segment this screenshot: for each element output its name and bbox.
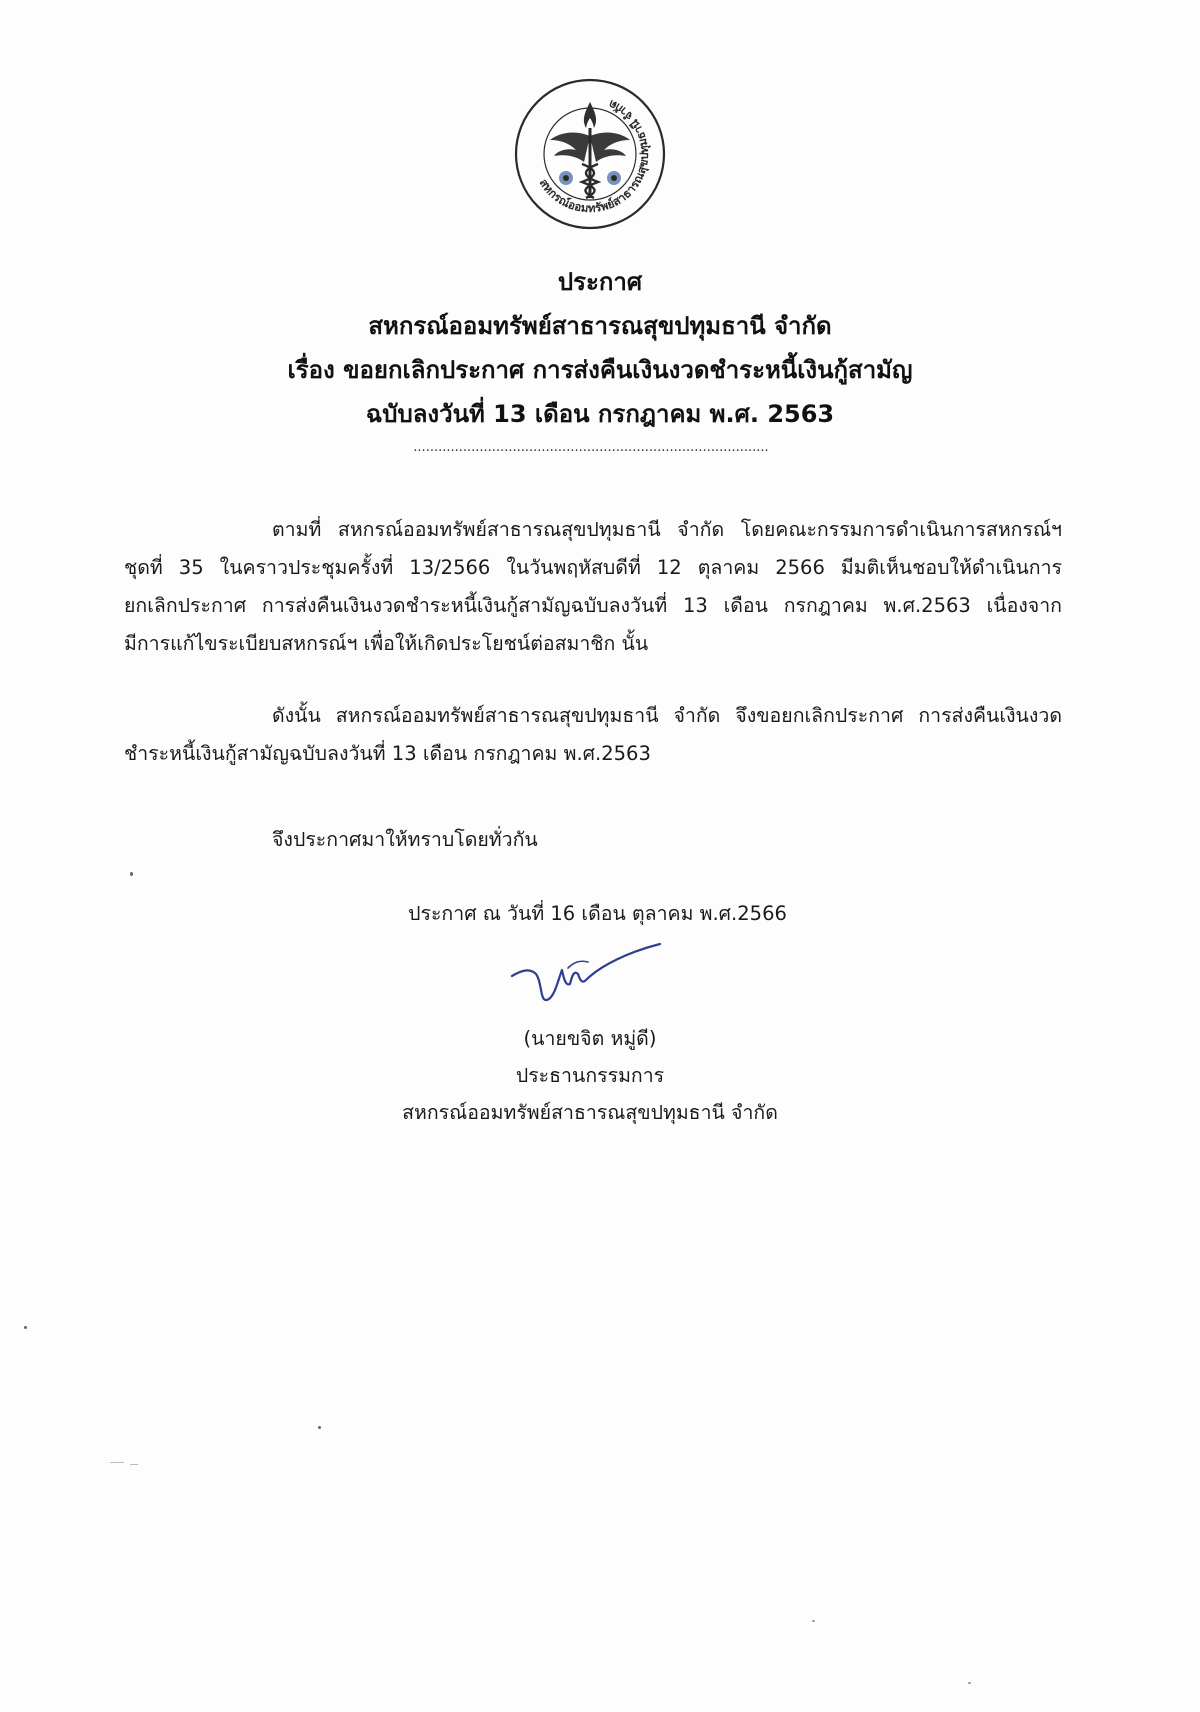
paragraph-1-line-4: มีการแก้ไขระเบียบสหกรณ์ฯ เพื่อให้เกิดประโยชน์ต่อสมาชิก นั้น <box>124 632 649 655</box>
scan-speck <box>130 872 133 876</box>
scan-speck <box>812 1620 815 1622</box>
paragraph-1-line-1: ตามที่ สหกรณ์ออมทรัพย์สาธารณสุขปทุมธานี จำกัด โดยคณะกรรมการดำเนินการสหกรณ์ฯ <box>272 518 1062 541</box>
paragraph-1-line-2: ชุดที่ 35 ในคราวประชุมครั้งที่ 13/2566 ในวันพฤหัสบดีที่ 12 ตุลาคม 2566 มีมติเห็นชอบให้ดำเนินการ <box>124 556 1062 579</box>
signer-organization: สหกรณ์ออมทรัพย์สาธารณสุขปทุมธานี จำกัด <box>402 1101 778 1124</box>
announcement-title: ประกาศ <box>557 268 643 296</box>
reference-date-line: ฉบับลงวันที่ 13 เดือน กรกฎาคม พ.ศ. 2563 <box>365 400 835 428</box>
separator-dotted-line: ...................................................................................... <box>413 440 769 455</box>
paragraph-2-line-2: ชำระหนี้เงินกู้สามัญฉบับลงวันที่ 13 เดือน กรกฎาคม พ.ศ.2563 <box>124 742 651 765</box>
signature-ink <box>508 940 678 1010</box>
paragraph-1-line-3: ยกเลิกประกาศ การส่งคืนเงินงวดชำระหนี้เงินกู้สามัญฉบับลงวันที่ 13 เดือน กรกฎาคม พ.ศ.2563 เนื่องจาก <box>124 594 1062 617</box>
cooperative-seal-logo <box>510 74 670 234</box>
handwritten-signature <box>508 940 678 1010</box>
signer-name: (นายขจิต หมู่ดี) <box>523 1027 657 1050</box>
seal-emblem-graphic <box>510 74 670 234</box>
scan-speck <box>24 1326 27 1329</box>
announcement-date: ประกาศ ณ วันที่ 16 เดือน ตุลาคม พ.ศ.2566 <box>408 902 787 925</box>
scan-speck <box>968 1682 971 1684</box>
signer-position: ประธานกรรมการ <box>515 1064 665 1087</box>
paragraph-2-line-1: ดังนั้น สหกรณ์ออมทรัพย์สาธารณสุขปทุมธานี จำกัด จึงขอยกเลิกประกาศ การส่งคืนเงินงวด <box>272 704 1062 727</box>
scan-speck <box>130 1464 138 1465</box>
scan-speck <box>318 1426 321 1429</box>
scan-speck <box>110 1462 124 1463</box>
subject-line: เรื่อง ขอยกเลิกประกาศ การส่งคืนเงินงวดชำระหนี้เงินกู้สามัญ <box>287 356 913 384</box>
svg-text:สหกรณ์ออมทรัพย์สาธารณสุขปทุมธา: สหกรณ์ออมทรัพย์สาธารณสุขปทุมธานี จำกัด <box>536 97 652 216</box>
closing-statement: จึงประกาศมาให้ทราบโดยทั่วกัน <box>272 828 538 851</box>
organization-title: สหกรณ์ออมทรัพย์สาธารณสุขปทุมธานี จำกัด <box>368 312 832 340</box>
